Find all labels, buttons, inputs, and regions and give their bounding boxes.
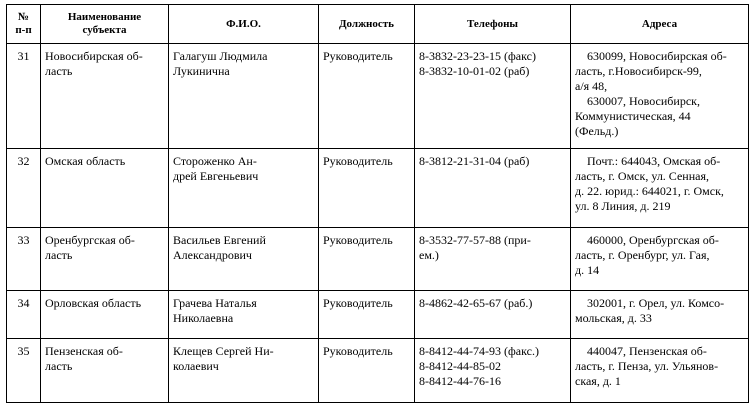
address-cell-text: 630007, Новосибирск,	[587, 94, 700, 108]
header-subject-line: Наименование	[67, 11, 142, 23]
row-number-cell	[7, 149, 41, 228]
phones-cell-text: 8-8412-44-76-16	[419, 374, 501, 388]
address-cell-text: Почт.: 644043, Омская об-	[587, 154, 721, 168]
fio-cell-text: Лукинична	[173, 64, 230, 78]
header-subject	[41, 5, 169, 44]
row-number-cell-text: 31	[17, 49, 30, 63]
row-number-cell	[7, 339, 41, 403]
subject-cell	[41, 291, 169, 339]
subject-cell-text: Пензенская об-	[45, 344, 123, 358]
address-cell-text: а/я 48,	[575, 79, 608, 93]
row-number-cell-text: 35	[17, 344, 30, 358]
fio-cell-text: Стороженко Ан-	[173, 154, 257, 168]
position-cell	[319, 228, 415, 291]
subject-cell-text: Новосибирская об-	[45, 49, 143, 63]
address-cell-text: ул. 8 Линия, д. 219	[575, 199, 671, 213]
table-row	[7, 339, 749, 403]
phones-cell-text: 8-4862-42-65-67 (раб.)	[419, 296, 533, 310]
subject-cell	[41, 149, 169, 228]
row-number-cell-text: 33	[17, 233, 30, 247]
fio-cell	[169, 228, 319, 291]
fio-cell-text: Николаевна	[173, 311, 234, 325]
address-cell-text: мольская, д. 33	[575, 311, 652, 325]
fio-cell-text: Галагуш Людмила	[173, 49, 268, 63]
address-cell-text: д. 14	[575, 263, 600, 277]
fio-cell	[169, 291, 319, 339]
phones-cell	[415, 339, 571, 403]
fio-cell-text: колаевич	[173, 359, 219, 373]
fio-cell-text: Клещев Сергей Ни-	[173, 344, 274, 358]
subject-cell	[41, 339, 169, 403]
row-number-cell	[7, 291, 41, 339]
fio-cell-text: Грачева Наталья	[173, 296, 257, 310]
row-number-cell-text: 32	[17, 154, 30, 168]
header-phones: Телефоны	[415, 5, 571, 44]
phones-cell-text: 8-3832-23-23-15 (факс)	[419, 49, 536, 63]
header-num-line: №	[17, 11, 30, 23]
address-cell-text: Коммунистическая, 44	[575, 109, 691, 123]
address-cell-text: ская, д. 1	[575, 374, 621, 388]
row-number-cell-text: 34	[17, 296, 30, 310]
phones-cell-text: 8-3812-21-31-04 (раб)	[419, 154, 530, 168]
fio-cell-text: Александрович	[173, 248, 252, 262]
phones-cell	[415, 291, 571, 339]
row-number-cell	[7, 228, 41, 291]
address-cell	[571, 228, 749, 291]
fio-cell	[169, 149, 319, 228]
position-cell-text: Руководитель	[323, 296, 393, 310]
subject-cell-text: ласть	[45, 248, 73, 262]
address-cell-text: (Фельд.)	[575, 124, 619, 138]
fio-cell-text: дрей Евгеньевич	[173, 169, 259, 183]
address-cell-text: ласть, г. Омск, ул. Сенная,	[575, 169, 709, 183]
header-fio: Ф.И.О.	[169, 5, 319, 44]
fio-cell	[169, 44, 319, 149]
phones-cell	[415, 44, 571, 149]
address-cell-text: ласть, г. Пенза, ул. Ульянов-	[575, 359, 719, 373]
address-cell	[571, 339, 749, 403]
table-row	[7, 149, 749, 228]
header-subject-line: субъекта	[82, 24, 127, 36]
phones-cell-text: 8-3532-77-57-88 (при-	[419, 233, 531, 247]
table-header-row	[7, 5, 749, 44]
address-cell	[571, 44, 749, 149]
phones-cell-text: 8-8412-44-85-02	[419, 359, 501, 373]
address-cell	[571, 149, 749, 228]
header-num	[7, 5, 41, 44]
fio-cell-text: Васильев Евгений	[173, 233, 266, 247]
address-cell-text: 440047, Пензенская об-	[587, 344, 707, 358]
row-number-cell	[7, 44, 41, 149]
address-cell-text: д. 22. юрид.: 644021, г. Омск,	[575, 184, 724, 198]
phones-cell	[415, 149, 571, 228]
table-row	[7, 44, 749, 149]
address-cell-text: 460000, Оренбургская об-	[587, 233, 719, 247]
subject-cell-text: Омская область	[45, 154, 126, 168]
phones-cell-text: 8-8412-44-74-93 (факс.)	[419, 344, 539, 358]
position-cell	[319, 339, 415, 403]
subject-cell-text: Оренбургская об-	[45, 233, 135, 247]
contacts-table	[6, 4, 749, 403]
address-cell-text: ласть, г.Новосибирск-99,	[575, 64, 702, 78]
address-cell-text: 630099, Новосибирская об-	[587, 49, 727, 63]
phones-cell-text: ем.)	[419, 248, 439, 262]
subject-cell	[41, 44, 169, 149]
phones-cell-text: 8-3832-10-01-02 (раб)	[419, 64, 530, 78]
address-cell-text: 302001, г. Орел, ул. Комсо-	[587, 296, 725, 310]
table-row	[7, 291, 749, 339]
position-cell	[319, 149, 415, 228]
subject-cell-text: ласть	[45, 64, 73, 78]
position-cell-text: Руководитель	[323, 344, 393, 358]
position-cell-text: Руководитель	[323, 154, 393, 168]
position-cell	[319, 44, 415, 149]
subject-cell	[41, 228, 169, 291]
header-position: Должность	[319, 5, 415, 44]
phones-cell	[415, 228, 571, 291]
position-cell-text: Руководитель	[323, 49, 393, 63]
position-cell	[319, 291, 415, 339]
subject-cell-text: ласть	[45, 359, 73, 373]
header-addresses: Адреса	[571, 5, 749, 44]
address-cell-text: ласть, г. Оренбург, ул. Гая,	[575, 248, 710, 262]
table-row	[7, 228, 749, 291]
position-cell-text: Руководитель	[323, 233, 393, 247]
address-cell	[571, 291, 749, 339]
header-num-line: п-п	[15, 24, 32, 36]
fio-cell	[169, 339, 319, 403]
subject-cell-text: Орловская область	[45, 296, 142, 310]
